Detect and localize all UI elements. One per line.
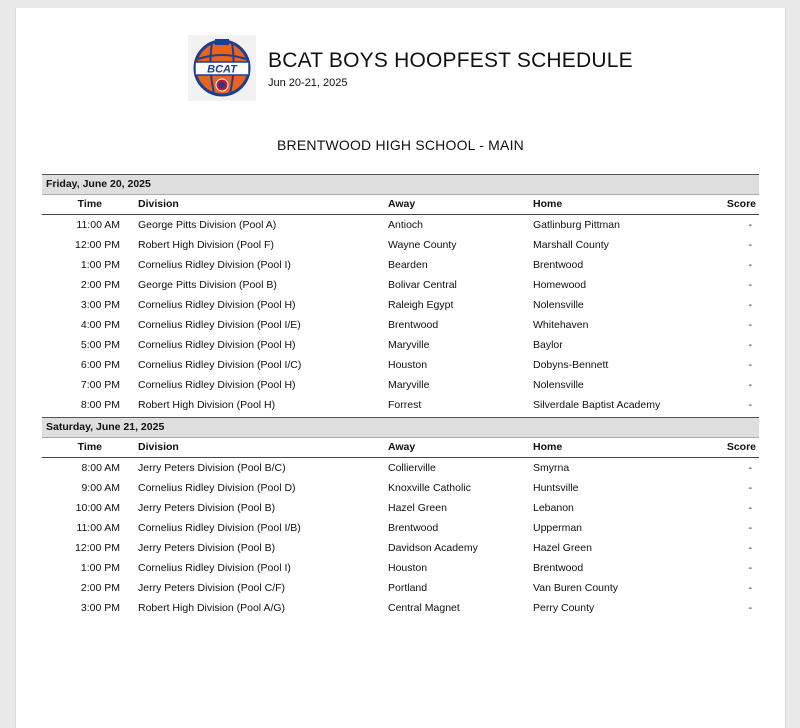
table-row	[42, 275, 759, 295]
schedule-table	[42, 174, 759, 620]
away-cell: Bearden	[388, 259, 428, 271]
home-cell: Upperman	[533, 522, 583, 534]
away-cell: Portland	[388, 582, 428, 594]
home-cell: Nolensville	[533, 299, 584, 311]
time-cell: 12:00 PM	[75, 542, 120, 554]
home-cell: Dobyns-Bennett	[533, 359, 609, 371]
table-row	[42, 255, 759, 275]
division-cell: Jerry Peters Division (Pool B)	[138, 502, 276, 514]
time-cell: 9:00 AM	[81, 482, 120, 494]
division-cell: Jerry Peters Division (Pool B)	[138, 542, 276, 554]
column-header-time: Time	[77, 441, 102, 453]
division-cell: Cornelius Ridley Division (Pool D)	[138, 482, 296, 494]
table-row	[42, 355, 759, 375]
away-cell: Houston	[388, 359, 428, 371]
division-cell: Cornelius Ridley Division (Pool I)	[138, 259, 291, 271]
division-cell: Robert High Division (Pool H)	[138, 399, 276, 411]
away-cell: Bolivar Central	[388, 279, 457, 291]
venue-title: BRENTWOOD HIGH SCHOOL - MAIN	[277, 137, 524, 153]
score-cell: -	[748, 502, 752, 514]
document-page	[15, 8, 786, 728]
score-cell: -	[748, 562, 752, 574]
score-cell: -	[748, 299, 752, 311]
score-cell: -	[748, 319, 752, 331]
home-cell: Brentwood	[533, 562, 584, 574]
table-row	[42, 375, 759, 395]
home-cell: Silverdale Baptist Academy	[533, 399, 661, 411]
away-cell: Maryville	[388, 379, 430, 391]
column-header-away: Away	[388, 441, 416, 453]
division-cell: Cornelius Ridley Division (Pool I/E)	[138, 319, 301, 331]
home-cell: Smyrna	[533, 462, 570, 474]
bcat-logo	[188, 35, 256, 101]
division-cell: Jerry Peters Division (Pool C/F)	[138, 582, 286, 594]
column-header-away: Away	[388, 198, 416, 210]
home-cell: Whitehaven	[533, 319, 589, 331]
home-cell: Nolensville	[533, 379, 584, 391]
away-cell: Houston	[388, 562, 428, 574]
score-cell: -	[748, 339, 752, 351]
table-row	[42, 235, 759, 255]
score-cell: -	[748, 219, 752, 231]
table-row	[42, 558, 759, 578]
away-cell: Knoxville Catholic	[388, 482, 471, 494]
time-cell: 12:00 PM	[75, 239, 120, 251]
away-cell: Davidson Academy	[388, 542, 478, 554]
time-cell: 8:00 PM	[80, 399, 120, 411]
time-cell: 1:00 PM	[80, 562, 120, 574]
home-cell: Hazel Green	[533, 542, 592, 554]
table-row	[42, 315, 759, 335]
table-row	[42, 395, 759, 415]
score-cell: -	[748, 482, 752, 494]
time-cell: 11:00 AM	[76, 219, 120, 231]
time-cell: 2:00 PM	[80, 279, 120, 291]
division-cell: Jerry Peters Division (Pool B/C)	[138, 462, 286, 474]
day-header: Friday, June 20, 2025	[42, 174, 759, 195]
division-cell: Robert High Division (Pool F)	[138, 239, 274, 251]
column-header-home: Home	[533, 441, 563, 453]
away-cell: Brentwood	[388, 522, 439, 534]
away-cell: Wayne County	[388, 239, 457, 251]
table-row	[42, 295, 759, 315]
table-row	[42, 478, 759, 498]
score-cell: -	[748, 399, 752, 411]
day-section	[42, 174, 759, 415]
score-cell: -	[748, 522, 752, 534]
home-cell: Huntsville	[533, 482, 579, 494]
division-cell: Cornelius Ridley Division (Pool H)	[138, 299, 296, 311]
home-cell: Brentwood	[533, 259, 584, 271]
time-cell: 11:00 AM	[76, 522, 120, 534]
home-cell: Baylor	[533, 339, 563, 351]
score-cell: -	[748, 259, 752, 271]
column-header-score: Score	[726, 441, 756, 453]
time-cell: 2:00 PM	[80, 582, 120, 594]
column-header-division: Division	[138, 198, 179, 210]
day-section	[42, 417, 759, 618]
away-cell: Maryville	[388, 339, 430, 351]
division-cell: George Pitts Division (Pool B)	[138, 279, 277, 291]
table-row	[42, 538, 759, 558]
home-cell: Perry County	[533, 602, 595, 614]
table-row	[42, 518, 759, 538]
time-cell: 8:00 AM	[81, 462, 120, 474]
day-header: Saturday, June 21, 2025	[42, 417, 759, 438]
table-row	[42, 498, 759, 518]
table-row	[42, 215, 759, 235]
score-cell: -	[748, 462, 752, 474]
score-cell: -	[748, 542, 752, 554]
score-cell: -	[748, 582, 752, 594]
table-row	[42, 578, 759, 598]
time-cell: 1:00 PM	[80, 259, 120, 271]
table-row	[42, 335, 759, 355]
time-cell: 10:00 AM	[75, 502, 120, 514]
time-cell: 3:00 PM	[80, 299, 120, 311]
away-cell: Raleigh Egypt	[388, 299, 454, 311]
time-cell: 6:00 PM	[80, 359, 120, 371]
away-cell: Forrest	[388, 399, 422, 411]
home-cell: Homewood	[533, 279, 587, 291]
table-row	[42, 458, 759, 478]
home-cell: Marshall County	[533, 239, 609, 251]
division-cell: Cornelius Ridley Division (Pool I/B)	[138, 522, 301, 534]
away-cell: Antioch	[388, 219, 424, 231]
division-cell: Cornelius Ridley Division (Pool H)	[138, 339, 296, 351]
division-cell: Cornelius Ridley Division (Pool I/C)	[138, 359, 302, 371]
event-dates: Jun 20-21, 2025	[268, 77, 348, 89]
table-row	[42, 598, 759, 618]
basketball-logo-icon	[188, 35, 256, 101]
score-cell: -	[748, 359, 752, 371]
time-cell: 5:00 PM	[80, 339, 120, 351]
time-cell: 7:00 PM	[80, 379, 120, 391]
away-cell: Brentwood	[388, 319, 439, 331]
score-cell: -	[748, 379, 752, 391]
logo-text: BCAT	[207, 63, 237, 76]
time-cell: 4:00 PM	[80, 319, 120, 331]
division-cell: Cornelius Ridley Division (Pool I)	[138, 562, 291, 574]
column-header-division: Division	[138, 441, 179, 453]
column-header-score: Score	[726, 198, 756, 210]
column-header-time: Time	[77, 198, 102, 210]
time-cell: 3:00 PM	[80, 602, 120, 614]
home-cell: Van Buren County	[533, 582, 619, 594]
column-header-row	[42, 438, 759, 458]
home-cell: Gatlinburg Pittman	[533, 219, 620, 231]
division-cell: George Pitts Division (Pool A)	[138, 219, 277, 231]
division-cell: Cornelius Ridley Division (Pool H)	[138, 379, 296, 391]
score-cell: -	[748, 602, 752, 614]
schedule-header	[188, 35, 688, 101]
away-cell: Hazel Green	[388, 502, 447, 514]
away-cell: Central Magnet	[388, 602, 460, 614]
home-cell: Lebanon	[533, 502, 574, 514]
division-cell: Robert High Division (Pool A/G)	[138, 602, 286, 614]
away-cell: Collierville	[388, 462, 436, 474]
score-cell: -	[748, 239, 752, 251]
page-title: BCAT BOYS HOOPFEST SCHEDULE	[268, 49, 633, 72]
column-header-home: Home	[533, 198, 563, 210]
column-header-row	[42, 195, 759, 215]
score-cell: -	[748, 279, 752, 291]
